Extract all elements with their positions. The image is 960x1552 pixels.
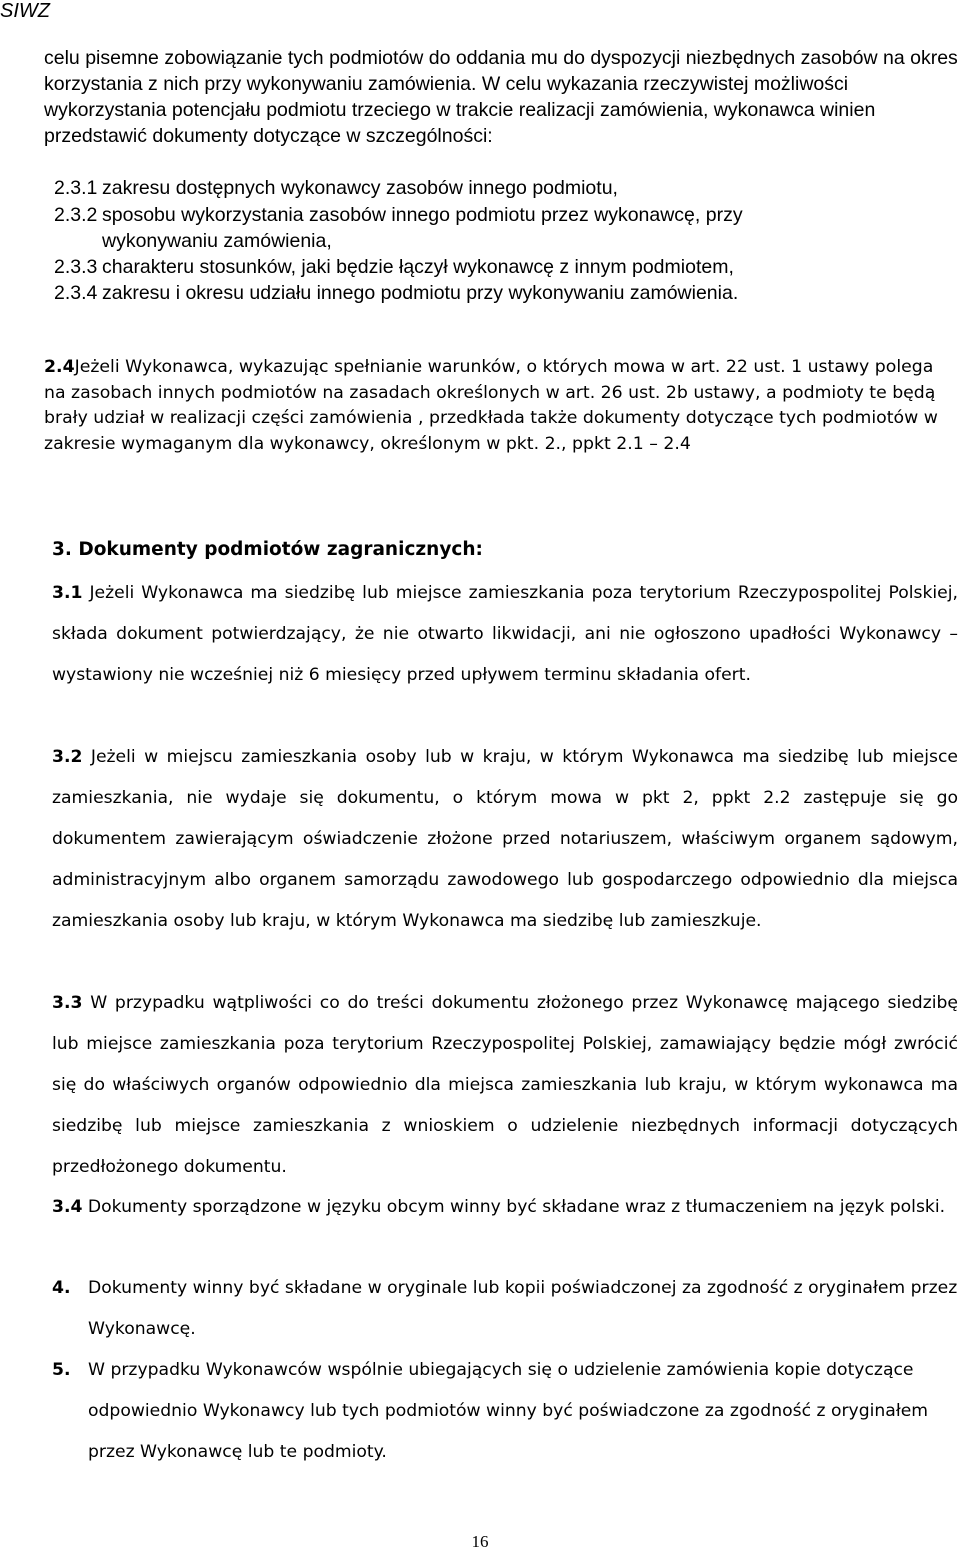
item-text: charakteru stosunków, jaki będzie łączył wykonawcę z innym podmiotem, [102,256,734,278]
paragraph-number: 5. [52,1360,71,1380]
item-number: 2.3.4 [54,282,98,304]
list-item [54,202,954,254]
document-header: SIWZ [0,0,50,22]
paragraph-3-2 [52,737,958,942]
intro-paragraph: celu pisemne zobowiązanie tych podmiotów do oddania mu do dyspozycji niezbędnych zasobów na okres korzystania z nich przy wykonywaniu zamówienia. W celu wykazania rzeczywistej możliwości wykorzystania potencjału podmiotu trzeciego w trakcie realizacji zamówienia, wykonawca winien przedstawić dokumenty dotyczące w szczególności: [44,47,958,147]
paragraph-number: 2.4 [44,357,75,377]
paragraph-3-4 [52,1187,958,1228]
paragraph-5 [52,1350,958,1473]
paragraph-text: Jeżeli Wykonawca ma siedzibę lub miejsce zamieszkania poza terytorium Rzeczypospolitej Polskiej, składa dokument potwierdzający, że nie otwarto likwidacji, ani nie ogłoszono upadłości Wykonawcy – wystawiony nie wcześniej niż 6 miesięcy przed upływem terminu składania ofert. [52,583,958,685]
paragraph-number: 3.1 [52,583,83,603]
list-item [54,175,954,201]
paragraph-number: 3.2 [52,747,83,767]
section-heading: 3. Dokumenty podmiotów zagranicznych: [52,539,483,560]
paragraph-3-3 [52,983,958,1188]
item-number: 2.3.1 [54,177,98,199]
paragraph-4 [52,1268,958,1350]
item-number: 2.3.3 [54,256,98,278]
paragraph-number: 4. [52,1278,71,1298]
paragraph-2-4 [44,355,959,457]
paragraph-text: W przypadku Wykonawców wspólnie ubiegających się o udzielenie zamówienia kopie dotyczące odpowiednio Wykonawcy lub tych podmiotów winny być poświadczone za zgodność z oryginałem przez Wykonawcę lub te podmioty. [88,1360,929,1462]
paragraph-number: 3.4 [52,1197,83,1217]
paragraph-text: Dokumenty sporządzone w języku obcym winny być składane wraz z tłumaczeniem na język polski. [87,1197,946,1217]
item-number: 2.3.2 [54,204,98,226]
item-text-continuation: wykonywaniu zamówienia, [102,230,332,252]
paragraph-number: 3.3 [52,993,83,1013]
list-item [54,254,954,280]
list-item [54,280,954,306]
item-text: zakresu i okresu udziału innego podmiotu przy wykonywaniu zamówienia. [102,282,739,304]
paragraph-text: Dokumenty winny być składane w oryginale lub kopii poświadczonej za zgodność z oryginałem przez Wykonawcę. [88,1278,958,1339]
paragraph-text: Jeżeli w miejscu zamieszkania osoby lub w kraju, w którym Wykonawca ma siedzibę lub miejsce zamieszkania, nie wydaje się dokumentu, o którym mowa w pkt 2, ppkt 2.2 zastępuje się go dokumentem zawierającym oświadczenie złożone przed notariuszem, właściwym organem sądowym, administracyjnym albo organem samorządu zawodowego lub gospodarczego odpowiednio dla miejsca zamieszkania osoby lub kraju, w którym Wykonawca ma siedzibę lub zamieszkuje. [52,747,958,931]
paragraph-text: Jeżeli Wykonawca, wykazując spełnianie warunków, o których mowa w art. 22 ust. 1 ustawy polega na zasobach innych podmiotów na zasadach określonych w art. 26 ust. 2b ustawy, a podmioty te będą brały udział w realizacji części zamówienia , przedkłada także dokumenty dotyczące tych podmiotów w zakresie wymaganym dla wykonawcy, określonym w pkt. 2., ppkt 2.1 – 2.4 [44,357,938,454]
paragraph-text: W przypadku wątpliwości co do treści dokumentu złożonego przez Wykonawcę mającego siedzibę lub miejsce zamieszkania poza terytorium Rzeczypospolitej Polskiej, zamawiający będzie mógł zwrócić się do właściwych organów odpowiednio dla miejsca zamieszkania lub kraju, w którym wykonawca ma siedzibę lub miejsce zamieszkania z wnioskiem o udzielenie niezbędnych informacji dotyczących przedłożonego dokumentu. [52,993,958,1177]
paragraph-3-1 [52,573,958,696]
item-text: zakresu dostępnych wykonawcy zasobów innego podmiotu, [102,177,618,199]
page-number: 16 [471,1532,489,1551]
item-text: sposobu wykorzystania zasobów innego podmiotu przez wykonawcę, przy [102,204,743,226]
